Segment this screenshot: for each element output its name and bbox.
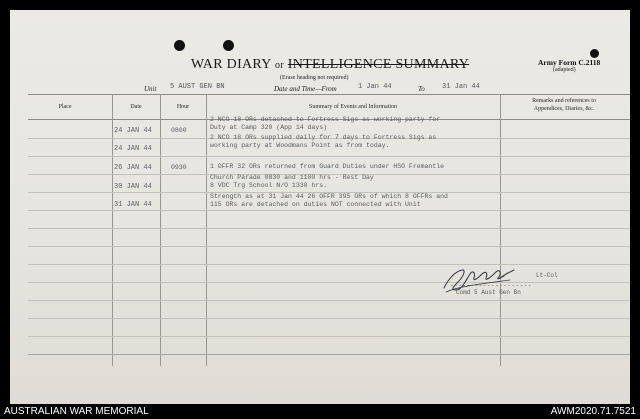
ruled-line	[28, 228, 630, 229]
punch-hole	[223, 40, 234, 51]
ruled-line	[28, 210, 630, 211]
col-divider	[160, 94, 161, 366]
punch-hole	[590, 49, 599, 58]
col-divider	[500, 94, 501, 366]
ruled-line	[28, 282, 630, 283]
title-war-diary: WAR DIARY	[190, 57, 272, 72]
title-intelligence-summary: INTELLIGENCE SUMMARY	[287, 57, 470, 72]
form-title	[190, 57, 470, 73]
col-header-remarks-line2: Appendices, Diaries, &c.	[533, 106, 595, 112]
entry-line: 115 ORs are detached on duties NOT connected with Unit	[210, 201, 421, 208]
col-header-summary: Summary of Events and Information	[309, 104, 397, 110]
col-divider	[112, 94, 113, 366]
entry-date: 31 JAN 44	[114, 201, 152, 209]
signature-dashes: --------------------	[450, 282, 533, 289]
erase-note: (Erase heading not required)	[280, 75, 349, 81]
entry-line: Duty at Camp 320 (App 14 days)	[210, 124, 328, 131]
title-or: or	[275, 60, 284, 71]
caption-bar	[0, 404, 640, 419]
entry-line: 2 NCO 18 ORs detached to Fortress Sigs as working party for	[210, 116, 441, 123]
signature-rank: Lt-Col	[536, 272, 558, 279]
ruled-line	[28, 354, 630, 355]
table-top-rule	[28, 94, 630, 95]
entry-line: 1 OFFR 32 ORs returned from Guard Duties under HSO Fremantle	[210, 163, 445, 170]
entry-date: 30 JAN 44	[114, 183, 152, 191]
entry-date: 24 JAN 44	[114, 145, 152, 153]
ruled-line	[28, 246, 630, 247]
entry-line: 8 VDC Trg School N/O 1330 hrs.	[210, 182, 328, 189]
entry-line: 2 NCO 18 ORs supplied daily for 7 days to Fortress Sigs as	[210, 134, 437, 141]
entry-hour: 0800	[171, 127, 187, 134]
ruled-line	[28, 156, 630, 157]
caption-accession: AWM2020.71.7521	[550, 406, 636, 417]
col-header-remarks-line1: Remarks and references to	[532, 98, 596, 104]
entry-line: Strength as at 31 Jan 44 26 OFFR 395 ORs of which 8 OFFRs and	[210, 193, 448, 200]
to-value: 31 Jan 44	[442, 83, 480, 91]
form-number: Army Form C.2118	[538, 58, 601, 67]
entry-date: 24 JAN 44	[114, 127, 152, 135]
from-value: 1 Jan 44	[358, 83, 392, 91]
ruled-line	[28, 336, 630, 337]
entry-line: working party at Woodmans Point as from today.	[210, 142, 390, 149]
entry-date: 26 JAN 44	[114, 164, 152, 172]
date-time-label: Date and Time—From	[274, 85, 337, 93]
entry-line: Church Parade 0830 and 1100 hrs - Rest Day	[210, 174, 374, 181]
unit-value: 5 AUST GEN BN	[170, 83, 225, 91]
ruled-line	[28, 300, 630, 301]
col-divider	[206, 94, 207, 366]
to-label: To	[418, 85, 425, 93]
form-adapted: (adapted)	[553, 67, 576, 73]
entry-hour: 0930	[171, 164, 187, 171]
col-header-date: Date	[130, 104, 142, 110]
col-header-hour: Hour	[176, 104, 190, 110]
punch-hole	[174, 40, 185, 51]
signature-unit: Comd 5 Aust Gen Bn	[456, 289, 521, 296]
war-diary-page	[10, 10, 630, 404]
ruled-line	[28, 264, 630, 265]
col-header-place: Place	[58, 104, 72, 110]
ruled-line	[28, 318, 630, 319]
unit-label: Unit	[144, 85, 157, 93]
caption-institution: AUSTRALIAN WAR MEMORIAL	[4, 406, 149, 417]
